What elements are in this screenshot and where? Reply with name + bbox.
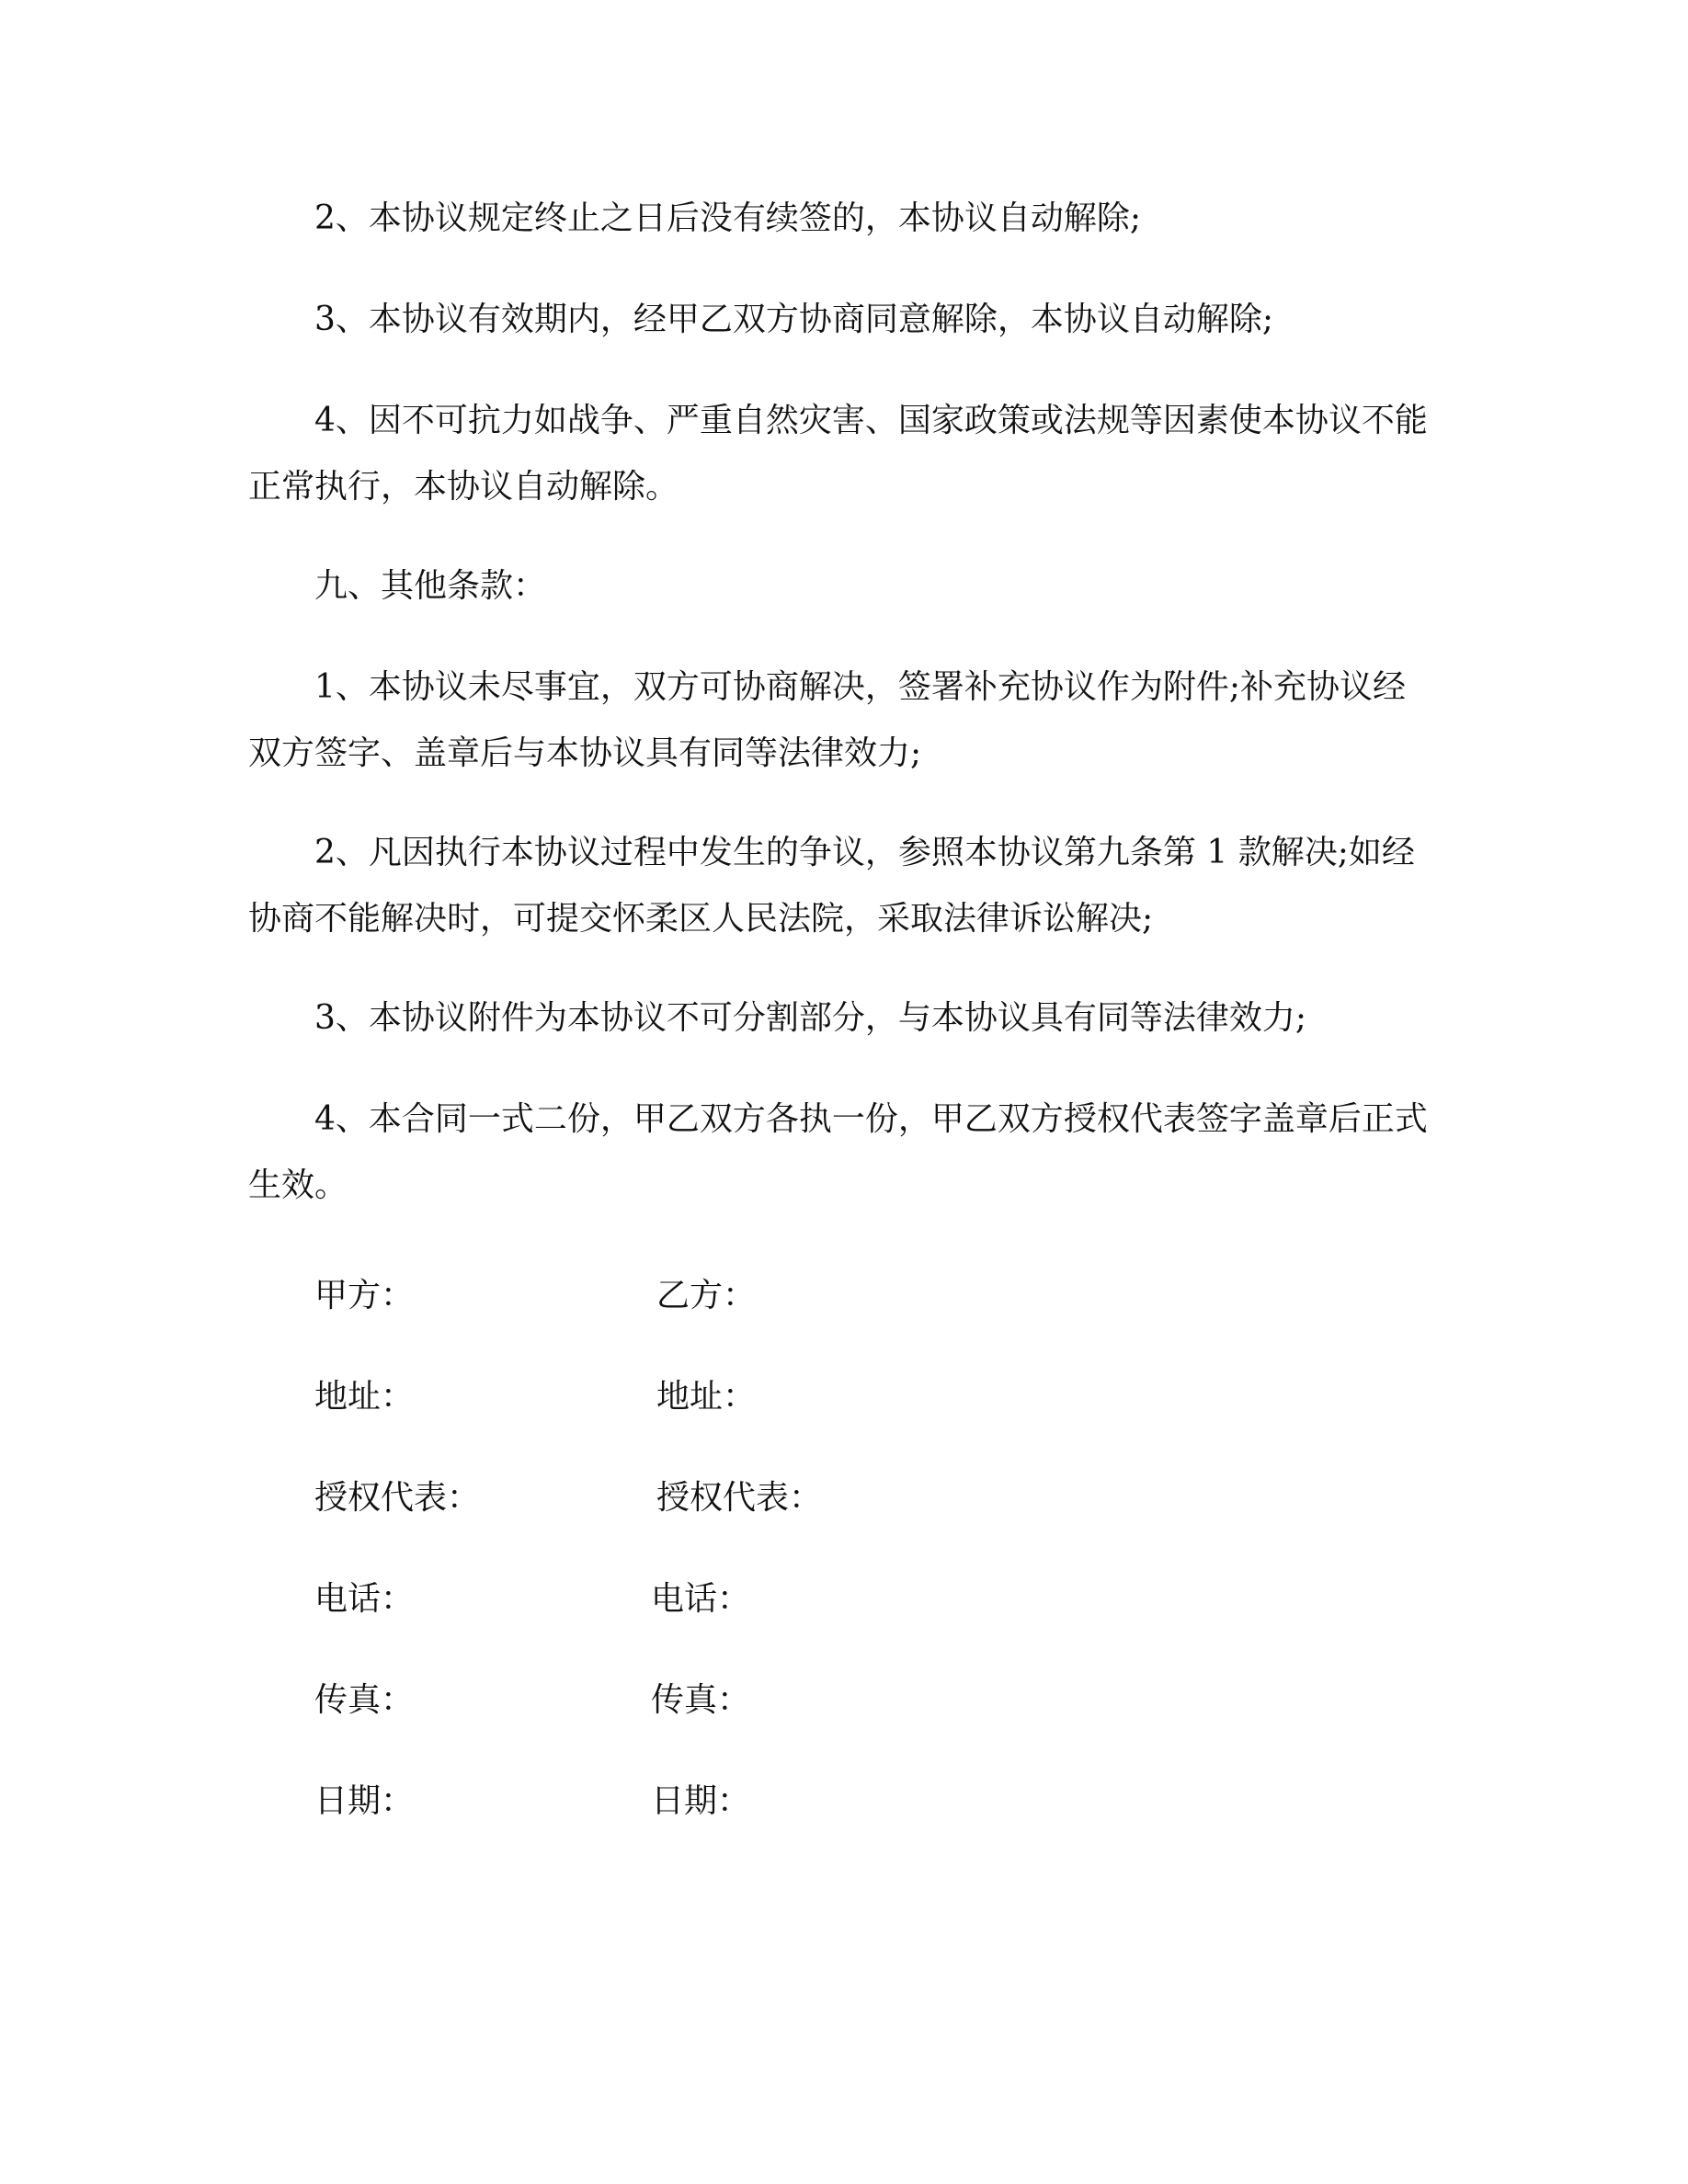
signature-row-representative	[314, 1471, 1418, 1526]
signature-row-phone	[314, 1572, 1418, 1627]
signature-row-party	[314, 1268, 1418, 1324]
clause-9-3: 3、本协议附件为本协议不可分割部分，与本协议具有同等法律效力;	[314, 999, 1307, 1037]
section-9-heading: 九、其他条款：	[314, 567, 547, 605]
representative-b-label: 授权代表：	[656, 1479, 823, 1517]
fax-b-label: 传真：	[651, 1681, 751, 1719]
clause-9-4: 4、本合同一式二份，甲乙双方各执一份，甲乙双方授权代表签字盖章后正式生效。	[248, 1100, 1428, 1204]
signature-row-fax	[314, 1673, 1418, 1728]
clause-8-3: 3、本协议有效期内，经甲乙双方协商同意解除，本协议自动解除;	[314, 301, 1274, 338]
signature-row-date	[314, 1774, 1418, 1829]
clause-9-2: 2、凡因执行本协议过程中发生的争议，参照本协议第九条第 1 款解决;如经协商不能解决时，可提交怀柔区人民法院，采取法律诉讼解决;	[248, 834, 1415, 938]
address-a-label: 地址：	[314, 1378, 415, 1416]
party-a-label: 甲方：	[314, 1277, 415, 1314]
phone-b-label: 电话：	[651, 1580, 751, 1618]
address-b-label: 地址：	[656, 1378, 757, 1416]
clause-9-1: 1、本协议未尽事宜，双方可协商解决，签署补充协议作为附件;补充协议经双方签字、盖章后与本协议具有同等法律效力;	[248, 668, 1407, 772]
party-b-label: 乙方：	[656, 1277, 757, 1314]
fax-a-label: 传真：	[314, 1681, 415, 1719]
clause-8-4: 4、因不可抗力如战争、严重自然灾害、国家政策或法规等因素使本协议不能正常执行，本协议自动解除。	[248, 402, 1428, 506]
signature-row-address	[314, 1370, 1418, 1425]
clause-8-2: 2、本协议规定终止之日后没有续签的，本协议自动解除;	[314, 199, 1142, 237]
representative-a-label: 授权代表：	[314, 1479, 481, 1517]
date-a-label: 日期：	[314, 1782, 415, 1820]
date-b-label: 日期：	[651, 1782, 751, 1820]
phone-a-label: 电话：	[314, 1580, 415, 1618]
